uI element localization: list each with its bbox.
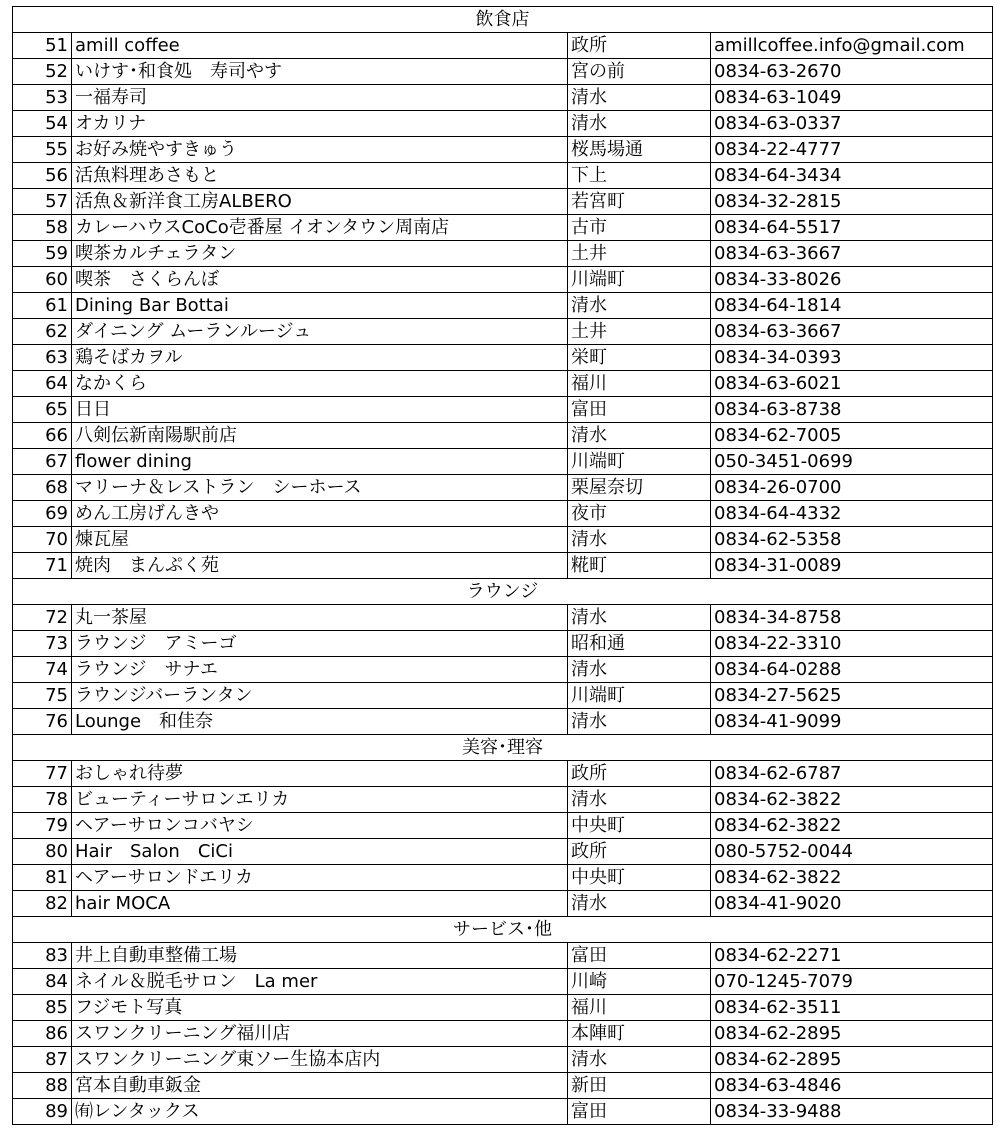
- business-area: 土井: [568, 319, 711, 345]
- table-row: [13, 527, 993, 553]
- table-row: [13, 631, 993, 657]
- business-contact: 0834-62-5358: [711, 527, 993, 553]
- business-name: Hair Salon CiCi: [72, 839, 568, 865]
- business-area: 川崎: [568, 969, 711, 995]
- business-contact: 0834-64-1814: [711, 293, 993, 319]
- business-area: 清水: [568, 709, 711, 735]
- business-name: ヘアーサロンドエリカ: [72, 865, 568, 891]
- entry-number: 66: [13, 423, 72, 449]
- category-header-row: [13, 917, 993, 943]
- business-contact: 0834-62-3511: [711, 995, 993, 1021]
- business-area: 下上: [568, 163, 711, 189]
- entry-number: 85: [13, 995, 72, 1021]
- table-row: [13, 33, 993, 59]
- business-name: マリーナ＆レストラン シーホース: [72, 475, 568, 501]
- business-contact: 0834-62-2895: [711, 1047, 993, 1073]
- table-row: [13, 267, 993, 293]
- business-contact: 070-1245-7079: [711, 969, 993, 995]
- business-contact: amillcoffee.info@gmail.com: [711, 33, 993, 59]
- entry-number: 67: [13, 449, 72, 475]
- business-name: 鶏そばカヲル: [72, 345, 568, 371]
- table-row: [13, 475, 993, 501]
- table-row: [13, 397, 993, 423]
- business-area: 富田: [568, 943, 711, 969]
- business-name: おしゃれ待夢: [72, 761, 568, 787]
- business-name: スワンクリーニング福川店: [72, 1021, 568, 1047]
- business-name: 喫茶カルチェラタン: [72, 241, 568, 267]
- category-header: 美容･理容: [13, 735, 993, 761]
- business-name: ラウンジ サナエ: [72, 657, 568, 683]
- business-area: 川端町: [568, 449, 711, 475]
- table-row: [13, 865, 993, 891]
- directory-body: [13, 7, 993, 1125]
- entry-number: 79: [13, 813, 72, 839]
- business-name: ラウンジ アミーゴ: [72, 631, 568, 657]
- table-row: [13, 995, 993, 1021]
- table-row: [13, 813, 993, 839]
- business-contact: 0834-63-3667: [711, 319, 993, 345]
- table-row: [13, 1021, 993, 1047]
- business-name: hair MOCA: [72, 891, 568, 917]
- table-row: [13, 943, 993, 969]
- business-area: 清水: [568, 111, 711, 137]
- business-contact: 0834-34-0393: [711, 345, 993, 371]
- entry-number: 54: [13, 111, 72, 137]
- business-contact: 0834-63-4846: [711, 1073, 993, 1099]
- business-area: 清水: [568, 85, 711, 111]
- table-row: [13, 59, 993, 85]
- business-area: 清水: [568, 657, 711, 683]
- entry-number: 63: [13, 345, 72, 371]
- business-name: ネイル＆脱毛サロン La mer: [72, 969, 568, 995]
- business-area: 桜馬場通: [568, 137, 711, 163]
- business-contact: 0834-64-3434: [711, 163, 993, 189]
- business-area: 栗屋奈切: [568, 475, 711, 501]
- business-area: 清水: [568, 1047, 711, 1073]
- business-name: めん工房げんきや: [72, 501, 568, 527]
- table-row: [13, 605, 993, 631]
- entry-number: 84: [13, 969, 72, 995]
- table-row: [13, 319, 993, 345]
- entry-number: 51: [13, 33, 72, 59]
- business-name: ラウンジバーランタン: [72, 683, 568, 709]
- entry-number: 87: [13, 1047, 72, 1073]
- table-row: [13, 345, 993, 371]
- entry-number: 56: [13, 163, 72, 189]
- business-name: 井上自動車整備工場: [72, 943, 568, 969]
- category-header: サービス･他: [13, 917, 993, 943]
- business-name: ダイニング ムーランルージュ: [72, 319, 568, 345]
- business-name: スワンクリーニング東ソー生協本店内: [72, 1047, 568, 1073]
- table-row: [13, 423, 993, 449]
- table-row: [13, 891, 993, 917]
- business-contact: 0834-64-5517: [711, 215, 993, 241]
- business-name: flower dining: [72, 449, 568, 475]
- entry-number: 70: [13, 527, 72, 553]
- business-contact: 080-5752-0044: [711, 839, 993, 865]
- entry-number: 76: [13, 709, 72, 735]
- business-name: カレーハウスCoCo壱番屋 イオンタウン周南店: [72, 215, 568, 241]
- entry-number: 55: [13, 137, 72, 163]
- business-name: いけす･和食処 寿司やす: [72, 59, 568, 85]
- table-row: [13, 1047, 993, 1073]
- business-contact: 0834-63-6021: [711, 371, 993, 397]
- business-area: 福川: [568, 371, 711, 397]
- business-name: 煉瓦屋: [72, 527, 568, 553]
- business-area: 政所: [568, 761, 711, 787]
- business-area: 土井: [568, 241, 711, 267]
- entry-number: 59: [13, 241, 72, 267]
- entry-number: 75: [13, 683, 72, 709]
- business-contact: 0834-27-5625: [711, 683, 993, 709]
- entry-number: 81: [13, 865, 72, 891]
- business-area: 清水: [568, 605, 711, 631]
- business-name: 八剣伝新南陽駅前店: [72, 423, 568, 449]
- business-area: 中央町: [568, 865, 711, 891]
- business-contact: 050-3451-0699: [711, 449, 993, 475]
- entry-number: 88: [13, 1073, 72, 1099]
- business-name: 喫茶 さくらんぼ: [72, 267, 568, 293]
- entry-number: 60: [13, 267, 72, 293]
- business-area: 糀町: [568, 553, 711, 579]
- entry-number: 77: [13, 761, 72, 787]
- business-area: 富田: [568, 397, 711, 423]
- table-row: [13, 1073, 993, 1099]
- business-contact: 0834-62-3822: [711, 787, 993, 813]
- business-name: 活魚＆新洋食工房ALBERO: [72, 189, 568, 215]
- entry-number: 64: [13, 371, 72, 397]
- entry-number: 69: [13, 501, 72, 527]
- business-contact: 0834-62-6787: [711, 761, 993, 787]
- business-contact: 0834-62-3822: [711, 865, 993, 891]
- business-area: 夜市: [568, 501, 711, 527]
- business-area: 政所: [568, 839, 711, 865]
- table-row: [13, 371, 993, 397]
- table-row: [13, 839, 993, 865]
- business-area: 清水: [568, 423, 711, 449]
- business-area: 昭和通: [568, 631, 711, 657]
- business-contact: 0834-34-8758: [711, 605, 993, 631]
- business-area: 政所: [568, 33, 711, 59]
- table-row: [13, 215, 993, 241]
- business-area: 新田: [568, 1073, 711, 1099]
- entry-number: 82: [13, 891, 72, 917]
- business-name: ㈲レンタックス: [72, 1099, 568, 1125]
- entry-number: 53: [13, 85, 72, 111]
- business-contact: 0834-41-9099: [711, 709, 993, 735]
- business-contact: 0834-33-9488: [711, 1099, 993, 1125]
- entry-number: 89: [13, 1099, 72, 1125]
- business-contact: 0834-63-8738: [711, 397, 993, 423]
- business-name: 一福寿司: [72, 85, 568, 111]
- business-area: 若宮町: [568, 189, 711, 215]
- table-row: [13, 501, 993, 527]
- entry-number: 74: [13, 657, 72, 683]
- business-area: 古市: [568, 215, 711, 241]
- table-row: [13, 1099, 993, 1125]
- business-name: なかくら: [72, 371, 568, 397]
- entry-number: 68: [13, 475, 72, 501]
- table-row: [13, 293, 993, 319]
- business-contact: 0834-26-0700: [711, 475, 993, 501]
- entry-number: 83: [13, 943, 72, 969]
- entry-number: 73: [13, 631, 72, 657]
- business-contact: 0834-63-2670: [711, 59, 993, 85]
- table-row: [13, 241, 993, 267]
- entry-number: 62: [13, 319, 72, 345]
- business-contact: 0834-63-3667: [711, 241, 993, 267]
- business-contact: 0834-63-0337: [711, 111, 993, 137]
- entry-number: 72: [13, 605, 72, 631]
- business-name: 宮本自動車鈑金: [72, 1073, 568, 1099]
- entry-number: 61: [13, 293, 72, 319]
- category-header: ラウンジ: [13, 579, 993, 605]
- table-row: [13, 683, 993, 709]
- business-name: フジモト写真: [72, 995, 568, 1021]
- business-contact: 0834-63-1049: [711, 85, 993, 111]
- business-name: 日日: [72, 397, 568, 423]
- business-contact: 0834-64-4332: [711, 501, 993, 527]
- business-area: 清水: [568, 527, 711, 553]
- business-name: ヘアーサロンコバヤシ: [72, 813, 568, 839]
- entry-number: 52: [13, 59, 72, 85]
- entry-number: 86: [13, 1021, 72, 1047]
- table-row: [13, 553, 993, 579]
- business-name: Dining Bar Bottai: [72, 293, 568, 319]
- table-row: [13, 163, 993, 189]
- business-area: 宮の前: [568, 59, 711, 85]
- business-name: Lounge 和佳奈: [72, 709, 568, 735]
- entry-number: 57: [13, 189, 72, 215]
- table-row: [13, 85, 993, 111]
- business-name: オカリナ: [72, 111, 568, 137]
- business-area: 栄町: [568, 345, 711, 371]
- business-name: ビューティーサロンエリカ: [72, 787, 568, 813]
- business-contact: 0834-32-2815: [711, 189, 993, 215]
- entry-number: 78: [13, 787, 72, 813]
- table-row: [13, 787, 993, 813]
- table-row: [13, 111, 993, 137]
- entry-number: 80: [13, 839, 72, 865]
- business-area: 福川: [568, 995, 711, 1021]
- category-header-row: [13, 735, 993, 761]
- table-row: [13, 657, 993, 683]
- business-area: 清水: [568, 787, 711, 813]
- table-row: [13, 709, 993, 735]
- business-area: 川端町: [568, 683, 711, 709]
- business-directory-table: [12, 6, 993, 1125]
- business-contact: 0834-62-3822: [711, 813, 993, 839]
- business-contact: 0834-41-9020: [711, 891, 993, 917]
- business-area: 川端町: [568, 267, 711, 293]
- business-contact: 0834-31-0089: [711, 553, 993, 579]
- entry-number: 58: [13, 215, 72, 241]
- table-row: [13, 137, 993, 163]
- business-name: 活魚料理あさもと: [72, 163, 568, 189]
- business-contact: 0834-22-3310: [711, 631, 993, 657]
- business-contact: 0834-22-4777: [711, 137, 993, 163]
- table-row: [13, 761, 993, 787]
- business-name: お好み焼やすきゅう: [72, 137, 568, 163]
- business-name: amill coffee: [72, 33, 568, 59]
- business-contact: 0834-64-0288: [711, 657, 993, 683]
- business-area: 富田: [568, 1099, 711, 1125]
- business-area: 清水: [568, 293, 711, 319]
- business-contact: 0834-62-7005: [711, 423, 993, 449]
- business-name: 丸一茶屋: [72, 605, 568, 631]
- category-header-row: [13, 7, 993, 33]
- business-name: 焼肉 まんぷく苑: [72, 553, 568, 579]
- table-row: [13, 969, 993, 995]
- entry-number: 65: [13, 397, 72, 423]
- business-contact: 0834-62-2271: [711, 943, 993, 969]
- business-area: 本陣町: [568, 1021, 711, 1047]
- business-area: 清水: [568, 891, 711, 917]
- entry-number: 71: [13, 553, 72, 579]
- business-contact: 0834-33-8026: [711, 267, 993, 293]
- category-header-row: [13, 579, 993, 605]
- business-area: 中央町: [568, 813, 711, 839]
- business-contact: 0834-62-2895: [711, 1021, 993, 1047]
- table-row: [13, 449, 993, 475]
- category-header: 飲食店: [13, 7, 993, 33]
- table-row: [13, 189, 993, 215]
